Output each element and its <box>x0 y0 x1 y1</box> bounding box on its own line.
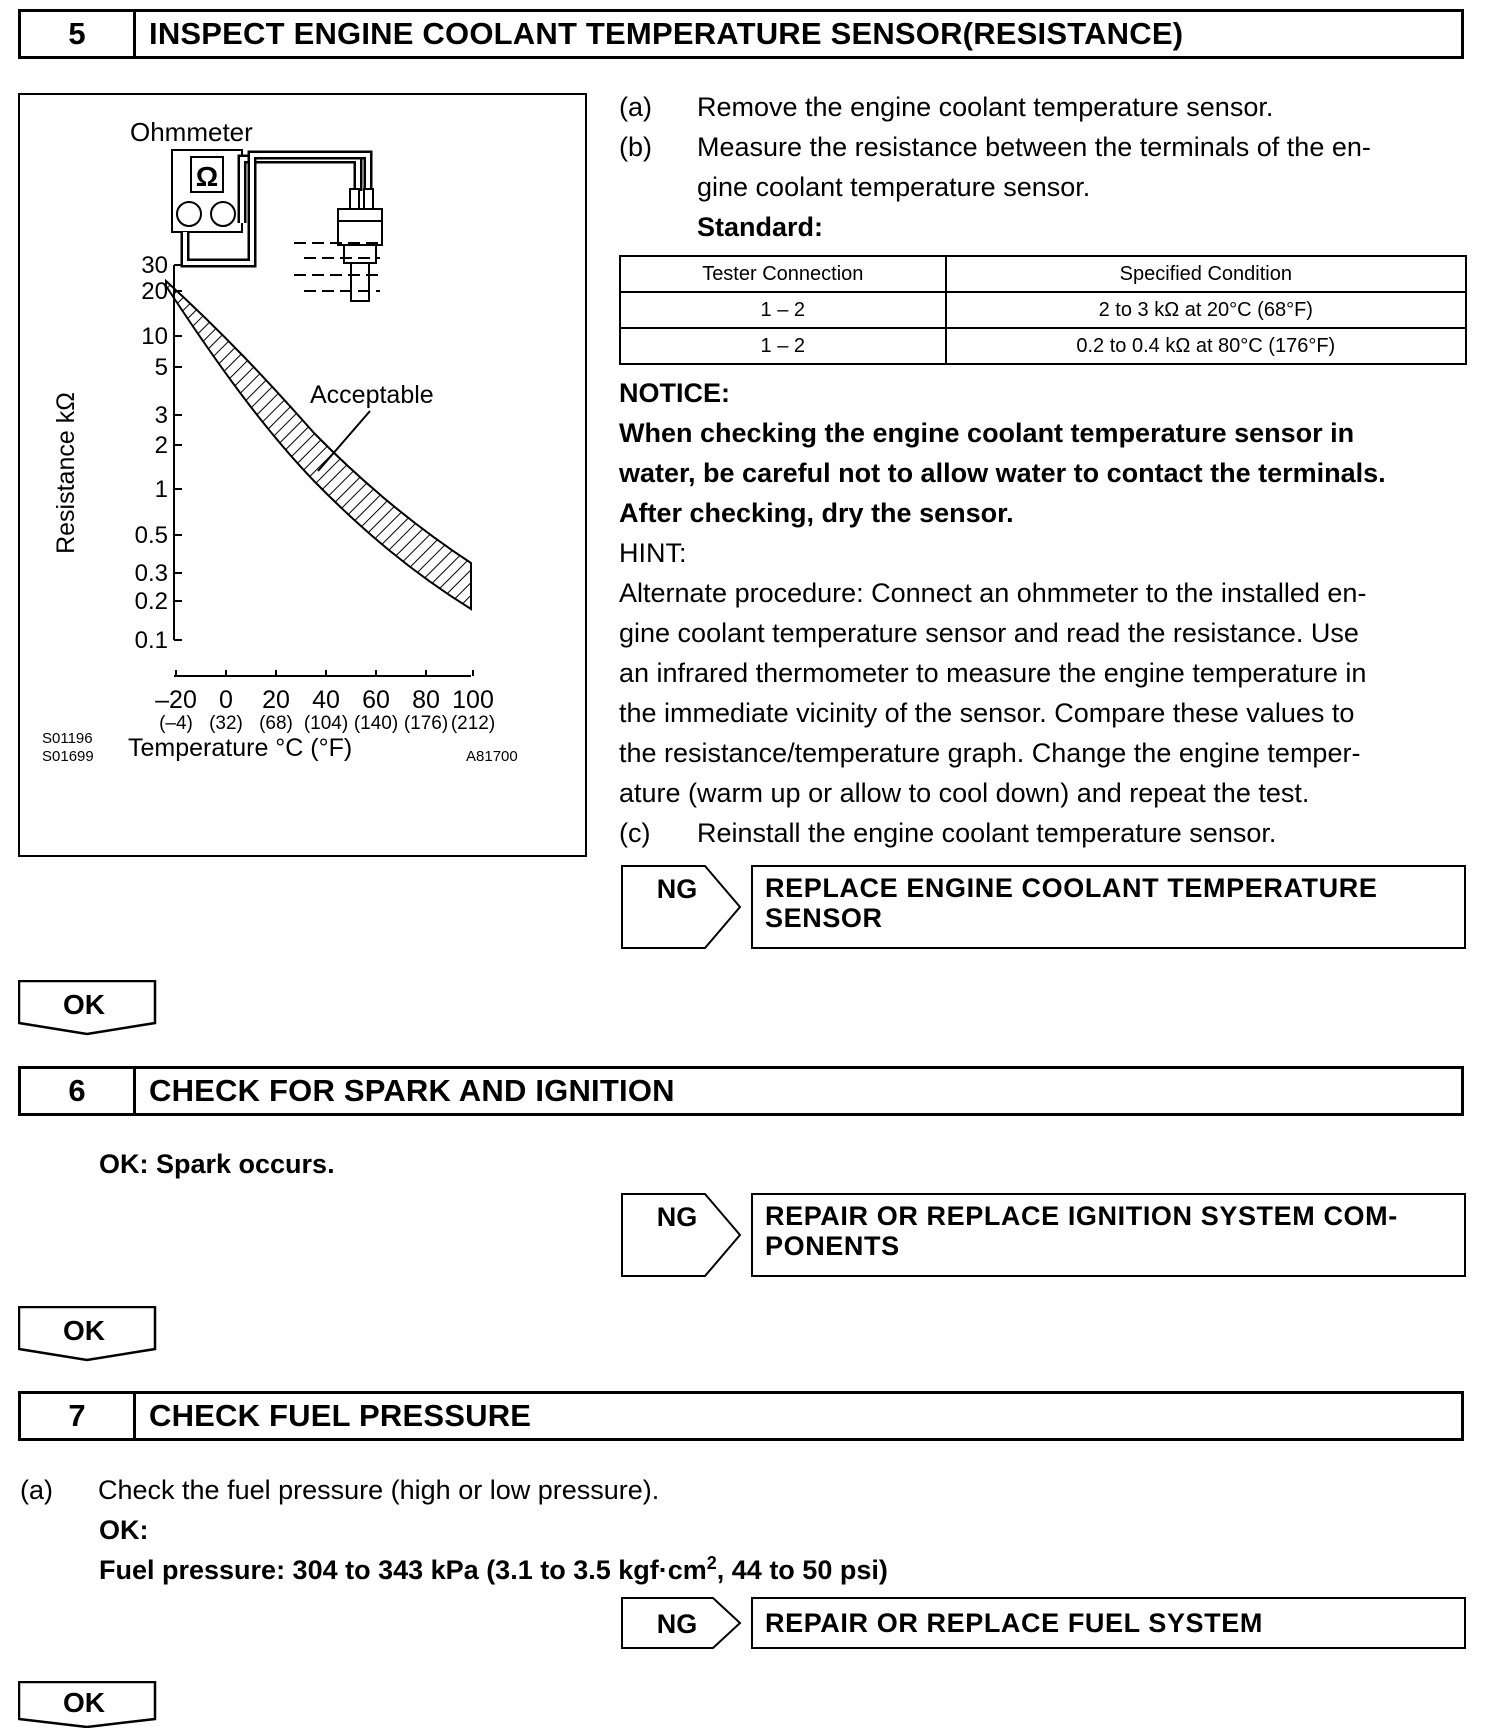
table-header: Tester Connection <box>620 256 946 292</box>
x-tick-label-f: (68) <box>259 713 293 734</box>
acceptable-label: Acceptable <box>310 381 434 409</box>
ohmmeter-icon <box>172 150 242 232</box>
ok-arrow <box>18 980 158 1036</box>
step-a: (a) Remove the engine coolant temperature sensor. <box>619 92 1274 122</box>
omega-symbol: Ω <box>195 161 219 192</box>
x-tick-label: –20 <box>155 686 197 714</box>
table-cell: 1 – 2 <box>620 292 946 328</box>
step-7-header <box>18 1391 1464 1441</box>
hint-text: ature (warm up or allow to cool down) and repeat the test. <box>619 778 1310 808</box>
x-tick-label: 100 <box>452 686 494 714</box>
hint-label: HINT: <box>619 538 687 568</box>
table-header: Specified Condition <box>946 256 1466 292</box>
ok-arrow <box>18 1306 158 1362</box>
x-tick-label-f: (32) <box>209 713 243 734</box>
ok-label: OK <box>63 1315 105 1346</box>
x-tick-label-f: (104) <box>303 713 349 734</box>
ng-label: NG <box>656 874 698 904</box>
step-number: 5 <box>21 12 136 56</box>
step-title: INSPECT ENGINE COOLANT TEMPERATURE SENSOR(RESISTANCE) <box>149 16 1184 51</box>
table-cell: 1 – 2 <box>620 328 946 364</box>
figure-code: S01196 <box>42 730 93 747</box>
ng-arrow <box>621 865 743 949</box>
figure-code: S01699 <box>42 748 94 765</box>
step-b: (b) Measure the resistance between the terminals of the en- <box>619 132 1371 162</box>
ng-result-box: REPLACE ENGINE COOLANT TEMPERATURE SENSOR <box>751 865 1466 949</box>
notice-text: After checking, dry the sensor. <box>619 498 1014 528</box>
x-tick-label: 40 <box>312 686 340 714</box>
step-c: (c) Reinstall the engine coolant temperature sensor. <box>619 818 1277 848</box>
ok-label-text: OK: <box>99 1515 149 1545</box>
resistance-temperature-figure <box>18 93 588 858</box>
ng-arrow <box>621 1193 743 1277</box>
y-tick-label: 20 <box>141 278 168 305</box>
y-tick-label: 10 <box>141 323 168 350</box>
step-5-header <box>18 9 1464 59</box>
hint-text: gine coolant temperature sensor and read the resistance. Use <box>619 618 1359 648</box>
y-tick-label: 5 <box>154 354 168 381</box>
ng-label: NG <box>656 1202 698 1232</box>
y-tick-label: 30 <box>141 252 168 279</box>
table-row <box>620 292 1466 328</box>
x-tick-label: 60 <box>362 686 390 714</box>
notice-label: NOTICE: <box>619 378 730 408</box>
step-number: 6 <box>21 1069 136 1113</box>
x-tick-label-f: (–4) <box>159 713 193 734</box>
hint-text: an infrared thermometer to measure the engine temperature in <box>619 658 1367 688</box>
standard-label: Standard: <box>697 212 824 242</box>
y-tick-label: 3 <box>154 402 168 429</box>
step-title: CHECK FOR SPARK AND IGNITION <box>149 1073 675 1108</box>
ng-arrow <box>621 1597 743 1649</box>
y-tick-label: 1 <box>154 476 168 503</box>
hint-text: the immediate vicinity of the sensor. Compare these values to <box>619 698 1355 728</box>
figure-code: A81700 <box>466 748 518 765</box>
step-b-cont: gine coolant temperature sensor. <box>697 172 1091 202</box>
ok-arrow <box>18 1681 158 1728</box>
table-row <box>620 328 1466 364</box>
fuel-pressure-spec: Fuel pressure: 304 to 343 kPa (3.1 to 3.5 $kgf\cdot cm^2$, 44 to 50 psi) <box>99 1553 888 1585</box>
ok-label: OK <box>63 1687 105 1718</box>
hint-text: the resistance/temperature graph. Change the engine temper- <box>619 738 1361 768</box>
x-tick-label: 0 <box>219 686 233 714</box>
x-tick-label: 20 <box>262 686 290 714</box>
table-header-row <box>620 256 1466 292</box>
x-tick-label: 80 <box>412 686 440 714</box>
step-a: (a) Check the fuel pressure (high or low pressure). <box>20 1475 660 1505</box>
standard-table <box>619 255 1467 365</box>
y-tick-label: 2 <box>154 432 168 459</box>
table-cell: 0.2 to 0.4 kΩ at 80°C (176°F) <box>946 328 1466 364</box>
x-tick-labels-f <box>159 713 495 734</box>
hint-text: Alternate procedure: Connect an ohmmeter to the installed en- <box>619 578 1367 608</box>
ok-label: OK <box>63 989 105 1020</box>
x-axis-label: Temperature °C (°F) <box>128 734 353 762</box>
step-6-header <box>18 1066 1464 1116</box>
ok-condition: OK: Spark occurs. <box>99 1149 335 1179</box>
y-tick-label: 0.5 <box>134 522 168 549</box>
step-number: 7 <box>21 1394 136 1438</box>
x-tick-label-f: (176) <box>403 713 449 734</box>
step-title: CHECK FUEL PRESSURE <box>149 1398 532 1433</box>
y-tick-label: 0.3 <box>134 560 168 587</box>
notice-text: When checking the engine coolant temperature sensor in <box>619 418 1355 448</box>
x-tick-label-f: (140) <box>353 713 399 734</box>
ohmmeter-label: Ohmmeter <box>130 117 253 147</box>
notice-text: water, be careful not to allow water to contact the terminals. <box>619 458 1386 488</box>
y-tick-label: 0.1 <box>134 627 168 654</box>
table-cell: 2 to 3 kΩ at 20°C (68°F) <box>946 292 1466 328</box>
y-axis-label: Resistance kΩ <box>52 392 80 554</box>
ng-label: NG <box>656 1609 698 1639</box>
x-tick-label-f: (212) <box>450 713 496 734</box>
y-tick-label: 0.2 <box>134 588 168 615</box>
ng-result-box: REPAIR OR REPLACE FUEL SYSTEM <box>751 1597 1466 1649</box>
ng-result-box: REPAIR OR REPLACE IGNITION SYSTEM COM- PONENTS <box>751 1193 1466 1277</box>
